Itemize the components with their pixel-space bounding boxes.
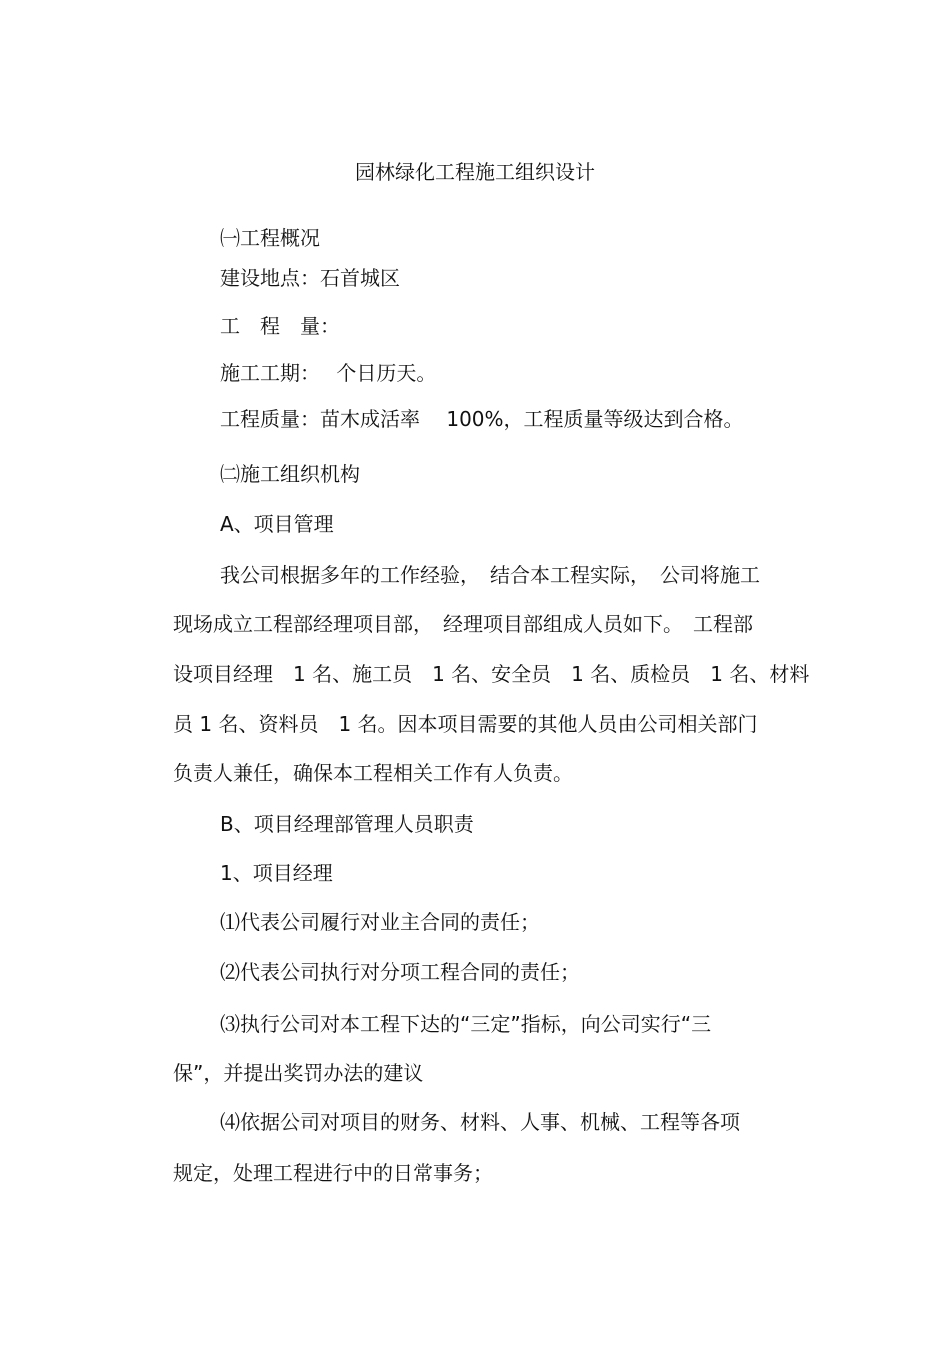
subsection-heading: B、项目经理部管理人员职责	[220, 812, 474, 836]
subsection-heading: A、项目管理	[220, 512, 334, 536]
paragraph-line: 我公司根据多年的工作经验， 结合本工程实际， 公司将施工	[220, 563, 760, 587]
list-item: ⑴代表公司履行对业主合同的责任；	[220, 910, 540, 934]
paragraph-line: 负责人兼任，确保本工程相关工作有人负责。	[173, 761, 573, 785]
paragraph-line: 设项目经理 1 名、施工员 1 名、安全员 1 名、质检员 1 名、材料	[173, 662, 810, 686]
list-item: ⑷依据公司对项目的财务、材料、人事、机械、工程等各项	[220, 1110, 740, 1134]
paragraph-line: 建设地点：石首城区	[220, 266, 400, 290]
section-heading-overview: ㈠工程概况	[220, 226, 320, 250]
paragraph-line: 施工工期： 个日历天。	[220, 361, 437, 385]
list-item: ⑵代表公司执行对分项工程合同的责任；	[220, 960, 580, 984]
paragraph-line: 员 1 名、资料员 1 名。因本项目需要的其他人员由公司相关部门	[173, 712, 758, 736]
section-heading-organization: ㈡施工组织机构	[220, 462, 360, 486]
document-title: 园林绿化工程施工组织设计	[355, 160, 595, 184]
list-heading: 1、项目经理	[220, 861, 333, 885]
paragraph-line: 工程质量：苗木成活率 100%，工程质量等级达到合格。	[220, 407, 744, 431]
paragraph-line: 现场成立工程部经理项目部， 经理项目部组成人员如下。 工程部	[173, 612, 753, 636]
paragraph-line: 工 程 量：	[220, 314, 340, 338]
list-item-continuation: 保”，并提出奖罚办法的建议	[173, 1061, 424, 1085]
list-item: ⑶执行公司对本工程下达的“三定”指标，向公司实行“三	[220, 1012, 712, 1036]
list-item-continuation: 规定，处理工程进行中的日常事务；	[173, 1161, 493, 1185]
